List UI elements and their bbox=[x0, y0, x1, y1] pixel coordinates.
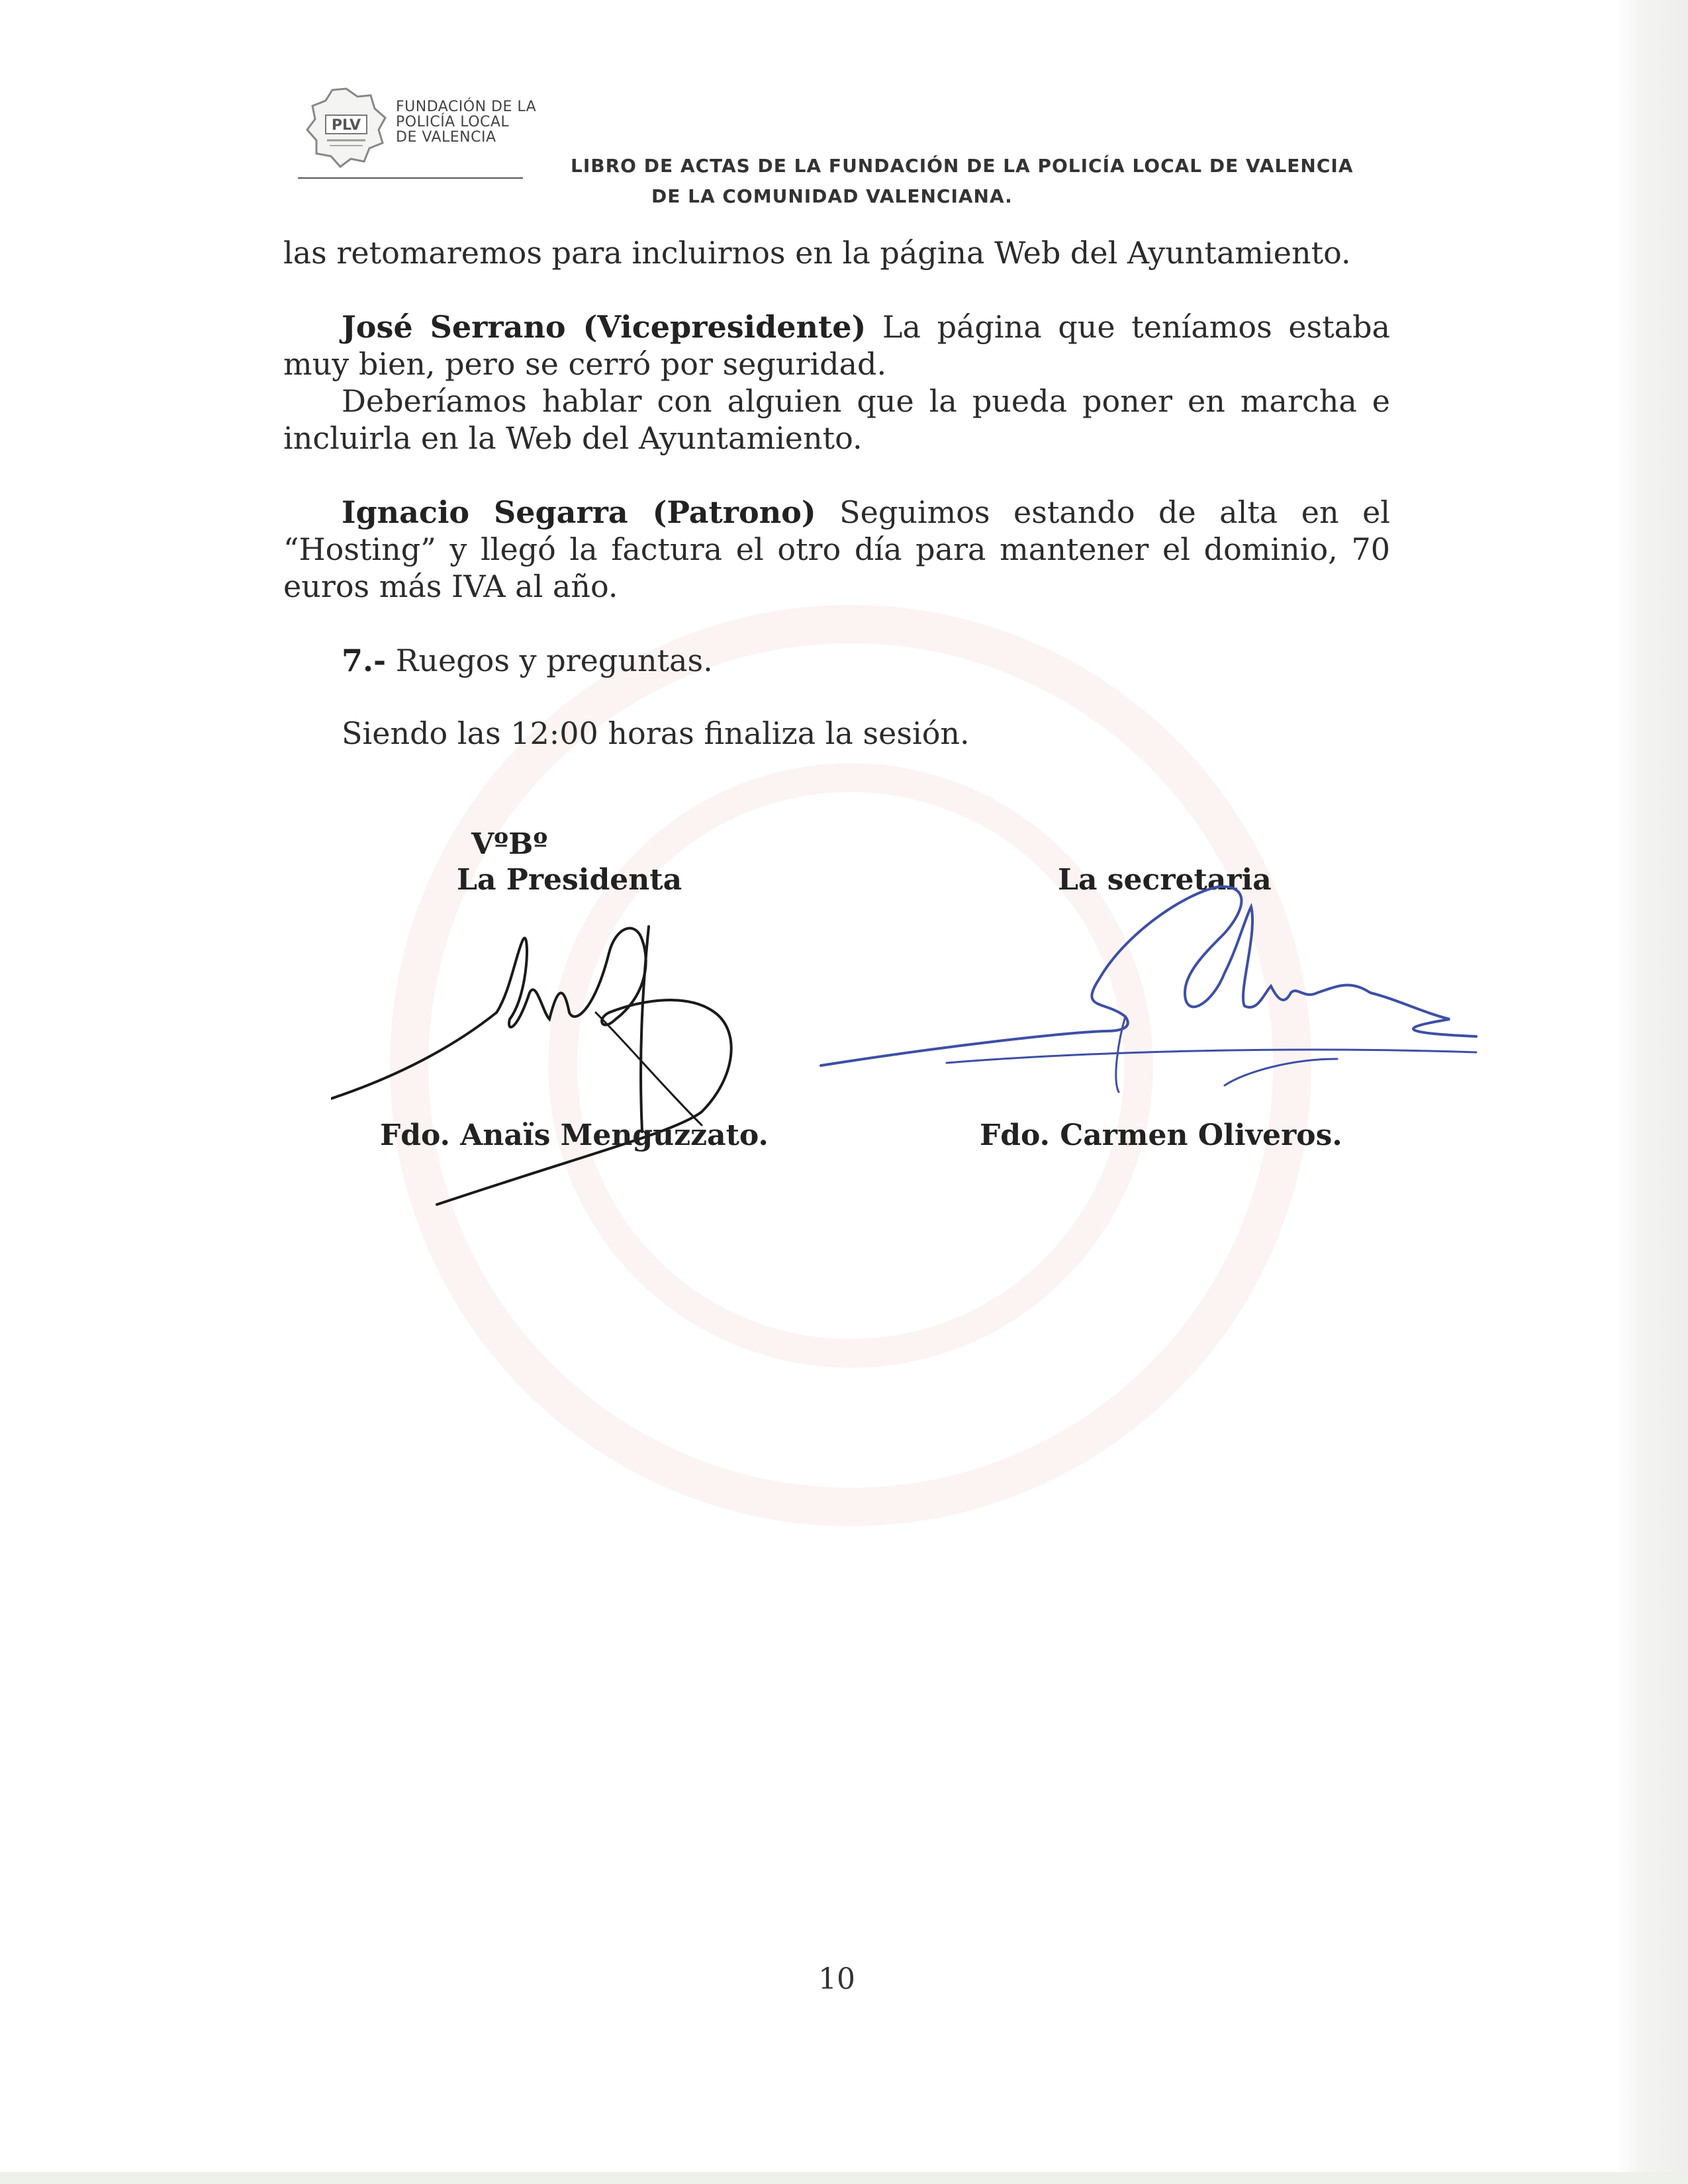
paragraph-3: Deberíamos hablar con alguien que la pueda poner en marcha e incluirla en la Web del Ayuntamiento. bbox=[283, 383, 1390, 456]
vobo-label: VºBº bbox=[471, 827, 548, 861]
header-title-line-2: DE LA COMUNIDAD VALENCIANA. bbox=[651, 185, 1013, 207]
presidenta-label: La Presidenta bbox=[457, 863, 682, 897]
logo-badge-text: PLV bbox=[331, 117, 361, 134]
item-number: 7.- bbox=[342, 643, 387, 678]
paragraph-4 bbox=[283, 494, 1390, 605]
foundation-logo-icon bbox=[303, 85, 389, 171]
header-rule bbox=[298, 177, 523, 179]
secretaria-signature bbox=[814, 860, 1483, 1125]
page-number: 10 bbox=[818, 1962, 855, 1996]
paragraph-2-text: La página que teníamos estaba muy bien, pero se cerró por seguridad. bbox=[283, 309, 1390, 382]
paragraph-4-text: Seguimos estando de alta en el “Hosting” y llegó la factura el otro día para mantener el dominio, 70 euros más IVA al año. bbox=[283, 494, 1390, 604]
secretaria-label: La secretaria bbox=[1058, 863, 1272, 897]
logo-text bbox=[396, 99, 536, 145]
logo-line-2: POLICÍA LOCAL bbox=[396, 114, 510, 130]
header-title-line-1: LIBRO DE ACTAS DE LA FUNDACIÓN DE LA POLICÍA LOCAL DE VALENCIA bbox=[571, 155, 1354, 177]
logo-line-1: FUNDACIÓN DE LA bbox=[396, 99, 537, 115]
logo-line-3: DE VALENCIA bbox=[396, 129, 496, 146]
item-title: Ruegos y preguntas. bbox=[386, 643, 713, 678]
secretaria-name: Fdo. Carmen Oliveros. bbox=[980, 1118, 1342, 1152]
presidenta-name: Fdo. Anaïs Menguzzato. bbox=[380, 1118, 769, 1152]
paragraph-6: Siendo las 12:00 horas finaliza la sesión. bbox=[342, 715, 970, 751]
scan-edge-shadow bbox=[1615, 0, 1688, 2184]
scan-bottom-edge bbox=[0, 2172, 1688, 2184]
speaker-jose-serrano: José Serrano (Vicepresidente) bbox=[342, 309, 867, 345]
paragraph-2 bbox=[283, 308, 1390, 383]
presidenta-signature bbox=[331, 913, 834, 1224]
paragraph-5 bbox=[283, 642, 1390, 679]
paragraph-1: las retomaremos para incluirnos en la página Web del Ayuntamiento. bbox=[283, 235, 1351, 271]
speaker-ignacio-segarra: Ignacio Segarra (Patrono) bbox=[342, 494, 816, 530]
